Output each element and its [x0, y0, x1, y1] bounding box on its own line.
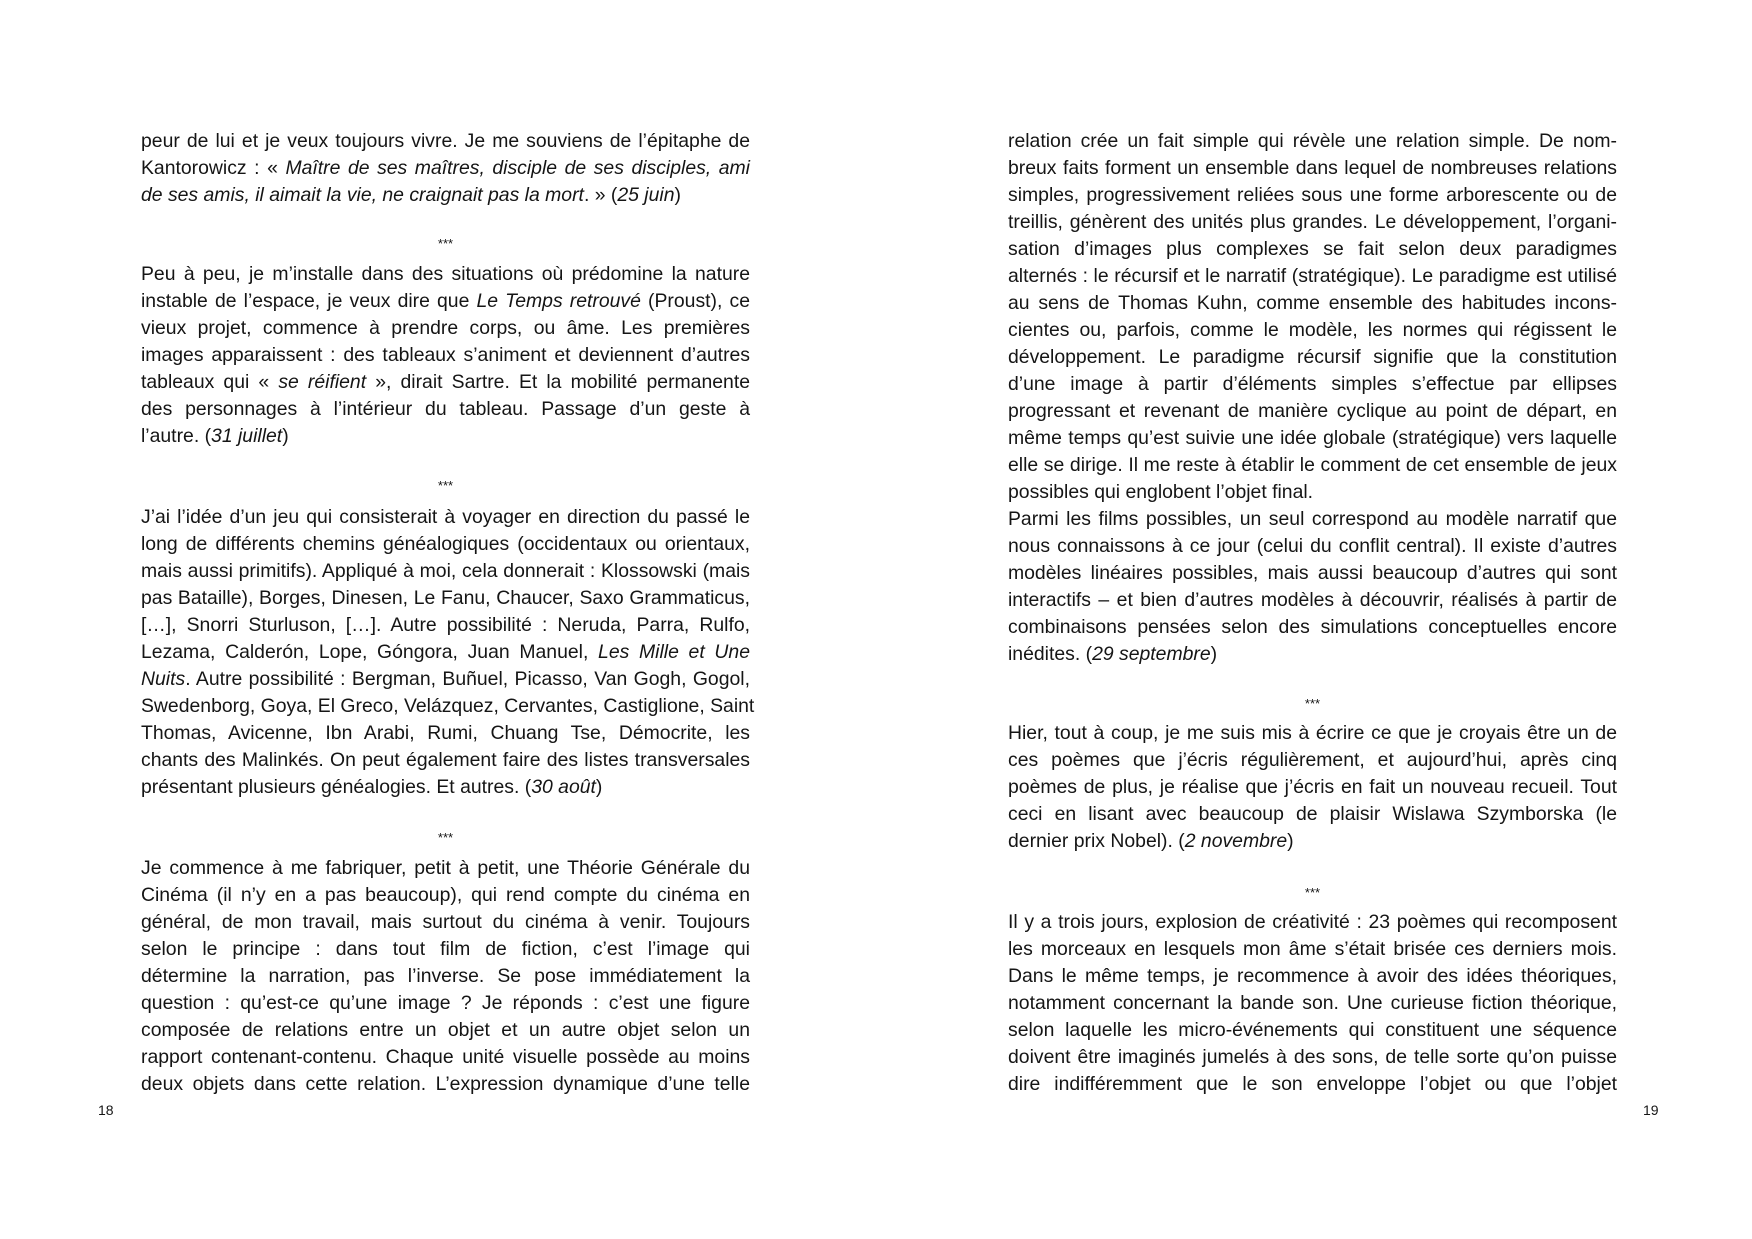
text-span: Peu à peu, je m’installe dans des situations où prédomine la nature	[141, 263, 750, 285]
text-line	[1008, 560, 1617, 587]
text-span: possibles qui englobent l’objet final.	[1008, 481, 1314, 503]
text-span: J’ai l’idée d’un jeu qui consisterait à voyager en direction du passé le	[141, 506, 750, 528]
text-span: nous connaissons à ce jour (celui du conflit central). Il existe d’autres	[1008, 535, 1617, 557]
section-separator: ***	[437, 236, 454, 251]
text-span: breux faits forment un ensemble dans lequel de nombreuses relations	[1008, 157, 1617, 179]
text-span: cientes ou, parfois, comme le modèle, les normes qui régissent le	[1008, 319, 1617, 341]
text-line	[1008, 909, 1617, 936]
text-span: images apparaissent : des tableaux s’animent et deviennent d’autres	[141, 344, 750, 366]
text-span: )	[595, 776, 603, 798]
text-line	[141, 855, 750, 882]
text-span: Il y a trois jours, explosion de créativité : 23 poèmes qui recomposent	[1008, 911, 1617, 933]
text-line	[141, 693, 755, 720]
text-line	[1008, 587, 1617, 614]
text-line	[1008, 1044, 1617, 1071]
text-span: Cinéma (il n’y en a pas beaucoup), qui rend compte du cinéma en	[141, 884, 750, 906]
text-span: )	[282, 425, 289, 447]
text-span: rapport contenant-contenu. Chaque unité visuelle possède au moins	[141, 1046, 750, 1068]
text-line	[1008, 128, 1617, 155]
text-span: même temps qu’est suivie une idée globale (stratégique) vers laquelle	[1008, 427, 1617, 449]
text-span: Kantorowicz : «	[141, 157, 286, 179]
text-line	[141, 720, 750, 747]
text-line	[1008, 990, 1617, 1017]
section-separator: ***	[1304, 696, 1321, 711]
section-separator: ***	[437, 478, 454, 493]
text-line	[1008, 1017, 1617, 1044]
text-span: . Autre possibilité : Bergman, Buñuel, Picasso, Van Gogh, Gogol,	[185, 668, 750, 690]
text-line	[141, 882, 750, 909]
text-line	[141, 288, 750, 315]
text-line	[1008, 425, 1617, 452]
text-span: d’une image à partir d’éléments simples s’effectue par ellipses	[1008, 373, 1617, 395]
text-span: treillis, génèrent des unités plus grandes. Le développement, l’organi-	[1008, 211, 1617, 233]
text-line	[141, 261, 750, 288]
text-line	[141, 774, 750, 801]
text-span: poèmes de plus, je réalise que j’écris en fait un nouveau recueil. Tout	[1008, 776, 1617, 798]
journal-paragraph	[1008, 909, 1617, 1098]
text-line	[141, 558, 750, 585]
text-line	[1008, 614, 1617, 641]
text-line	[1008, 963, 1617, 990]
text-line	[1008, 209, 1617, 236]
text-line	[141, 315, 750, 342]
text-span: ces poèmes que j’écris régulièrement, et aujourd’hui, après cinq	[1008, 749, 1617, 771]
text-span: général, de mon travail, mais surtout du cinéma à venir. Toujours	[141, 911, 750, 933]
italic-text: se réifient	[278, 371, 367, 393]
text-line	[141, 531, 750, 558]
text-span: instable de l’espace, je veux dire que	[141, 290, 477, 312]
text-line	[1008, 155, 1617, 182]
text-line	[1008, 452, 1617, 479]
text-span: vieux projet, commence à prendre corps, ou âme. Les premières	[141, 317, 750, 339]
italic-text: 31 juillet	[211, 425, 283, 447]
section-separator: ***	[437, 830, 454, 845]
text-span: peur de lui et je veux toujours vivre. Je me souviens de l’épitaphe de	[141, 130, 750, 152]
right-page	[876, 0, 1752, 1239]
text-span: développement. Le paradigme récursif signifie que la constitution	[1008, 346, 1617, 368]
journal-paragraph	[1008, 128, 1617, 506]
text-line	[1008, 182, 1617, 209]
text-line	[141, 504, 750, 531]
text-span: Parmi les films possibles, un seul correspond au modèle narratif que	[1008, 508, 1617, 530]
journal-paragraph	[141, 504, 755, 801]
italic-text: Les Mille et Une	[598, 641, 750, 663]
text-line	[1008, 828, 1617, 855]
text-span: Swedenborg, Goya, El Greco, Velázquez, Cervantes, Castiglione, Saint	[141, 695, 755, 717]
text-span: inédites. (	[1008, 643, 1093, 665]
text-span: dernier prix Nobel). (	[1008, 830, 1185, 852]
text-line	[141, 396, 750, 423]
text-span: ceci en lisant avec beaucoup de plaisir Wislawa Szymborska (le	[1008, 803, 1617, 825]
journal-paragraph	[1008, 506, 1617, 668]
text-line	[141, 369, 750, 396]
journal-paragraph	[141, 855, 750, 1098]
text-line	[141, 128, 750, 155]
journal-paragraph	[141, 261, 750, 450]
text-span: […], Snorri Sturluson, […]. Autre possibilité : Neruda, Parra, Rulfo,	[141, 614, 750, 636]
text-line	[141, 639, 750, 666]
text-span: sation d’images plus complexes se fait selon deux paradigmes	[1008, 238, 1617, 260]
italic-text: 30 août	[531, 776, 596, 798]
italic-text: Nuits	[141, 668, 186, 690]
text-span: interactifs – et bien d’autres modèles à découvrir, réalisés à partir de	[1008, 589, 1617, 611]
text-line	[1008, 398, 1617, 425]
text-line	[1008, 720, 1617, 747]
text-line	[1008, 774, 1617, 801]
text-span: notamment concernant la bande son. Une curieuse fiction théorique,	[1008, 992, 1617, 1014]
journal-paragraph	[1008, 720, 1617, 855]
text-line	[141, 963, 750, 990]
text-span: Hier, tout à coup, je me suis mis à écrire ce que je croyais être un de	[1008, 722, 1617, 744]
italic-text: 2 novembre	[1184, 830, 1288, 852]
italic-text: Le Temps retrouvé	[476, 290, 641, 312]
text-line	[141, 666, 750, 693]
text-line	[141, 1044, 750, 1071]
journal-paragraph	[141, 128, 750, 209]
text-span: tableaux qui «	[141, 371, 279, 393]
text-span: deux objets dans cette relation. L’expression dynamique d’une telle	[141, 1073, 750, 1095]
text-line	[141, 182, 750, 209]
text-span: pas Bataille), Borges, Dinesen, Le Fanu, Chaucer, Saxo Grammaticus,	[141, 587, 750, 609]
page-number-right: 19	[1643, 1102, 1659, 1118]
page-number-left: 18	[98, 1102, 114, 1118]
text-span: selon laquelle les micro-événements qui constituent une séquence	[1008, 1019, 1617, 1041]
text-span: Thomas, Avicenne, Ibn Arabi, Rumi, Chuang Tse, Démocrite, les	[141, 722, 750, 744]
text-span: présentant plusieurs généalogies. Et autres. (	[141, 776, 532, 798]
text-line	[141, 423, 750, 450]
text-line	[1008, 801, 1617, 828]
italic-text: de ses amis, il aimait la vie, ne craignait pas la mort	[141, 184, 584, 206]
text-span: Dans le même temps, je recommence à avoir des idées théoriques,	[1008, 965, 1617, 987]
text-line	[1008, 317, 1617, 344]
text-span: relation crée un fait simple qui révèle une relation simple. De nom-	[1008, 130, 1617, 152]
text-span: combinaisons pensées selon des simulations conceptuelles encore	[1008, 616, 1617, 638]
text-span: », dirait Sartre. Et la mobilité permanente	[366, 371, 750, 393]
text-line	[1008, 479, 1617, 506]
italic-text: 29 septembre	[1092, 643, 1211, 665]
text-span: )	[1210, 643, 1218, 665]
text-line	[1008, 641, 1617, 668]
text-line	[141, 990, 750, 1017]
text-span: doivent être imaginés jumelés à des sons, de telle sorte qu’on puisse	[1008, 1046, 1617, 1068]
text-span: modèles linéaires possibles, mais aussi beaucoup d’autres qui sont	[1008, 562, 1617, 584]
text-line	[141, 612, 750, 639]
text-span: des personnages à l’intérieur du tableau. Passage d’un geste à	[141, 398, 750, 420]
text-line	[141, 747, 750, 774]
text-line	[1008, 1071, 1617, 1098]
text-line	[141, 155, 750, 182]
section-separator: ***	[1304, 885, 1321, 900]
text-span: Je commence à me fabriquer, petit à petit, une Théorie Générale du	[141, 857, 750, 879]
text-line	[1008, 290, 1617, 317]
text-span: composée de relations entre un objet et un autre objet selon un	[141, 1019, 750, 1041]
text-span: au sens de Thomas Kuhn, comme ensemble des habitudes incons-	[1008, 292, 1617, 314]
text-span: )	[674, 184, 681, 206]
text-line	[1008, 936, 1617, 963]
text-line	[141, 1017, 750, 1044]
text-line	[141, 585, 750, 612]
text-line	[141, 1071, 750, 1098]
italic-text: 25 juin	[617, 184, 675, 206]
text-span: l’autre. (	[141, 425, 212, 447]
text-line	[1008, 263, 1617, 290]
text-span: mais aussi primitifs). Appliqué à moi, cela donnerait : Klossowski (mais	[141, 560, 750, 582]
text-line	[1008, 747, 1617, 774]
text-span: alternés : le récursif et le narratif (stratégique). Le paradigme est utilisé	[1008, 265, 1617, 287]
text-span: (Proust), ce	[640, 290, 750, 312]
text-line	[1008, 344, 1617, 371]
text-span: long de différents chemins généalogiques (occidentaux ou orientaux,	[141, 533, 750, 555]
text-line	[1008, 533, 1617, 560]
text-line	[1008, 506, 1617, 533]
text-span: dire indifféremment que le son enveloppe l’objet ou que l’objet	[1008, 1073, 1617, 1095]
text-line	[1008, 371, 1617, 398]
text-span: simples, progressivement reliées sous une forme arborescente ou de	[1008, 184, 1617, 206]
text-span: question : qu’est-ce qu’une image ? Je réponds : c’est une figure	[141, 992, 750, 1014]
text-span: les morceaux en lesquels mon âme s’était brisée ces derniers mois.	[1008, 938, 1617, 960]
text-span: détermine la narration, pas l’inverse. Se pose immédiatement la	[141, 965, 750, 987]
text-span: Lezama, Calderón, Lope, Góngora, Juan Manuel,	[141, 641, 599, 663]
text-line	[1008, 236, 1617, 263]
text-span: chants des Malinkés. On peut également faire des listes transversales	[141, 749, 750, 771]
text-span: selon le principe : dans tout film de fiction, c’est l’image qui	[141, 938, 750, 960]
text-line	[141, 342, 750, 369]
text-span: )	[1287, 830, 1294, 852]
italic-text: Maître de ses maîtres, disciple de ses disciples, ami	[285, 157, 750, 179]
text-line	[141, 909, 750, 936]
text-line	[141, 936, 750, 963]
text-span: progressant et revenant de manière cyclique au point de départ, en	[1008, 400, 1617, 422]
text-span: elle se dirige. Il me reste à établir le comment de cet ensemble de jeux	[1008, 454, 1617, 476]
text-span: . » (	[583, 184, 618, 206]
